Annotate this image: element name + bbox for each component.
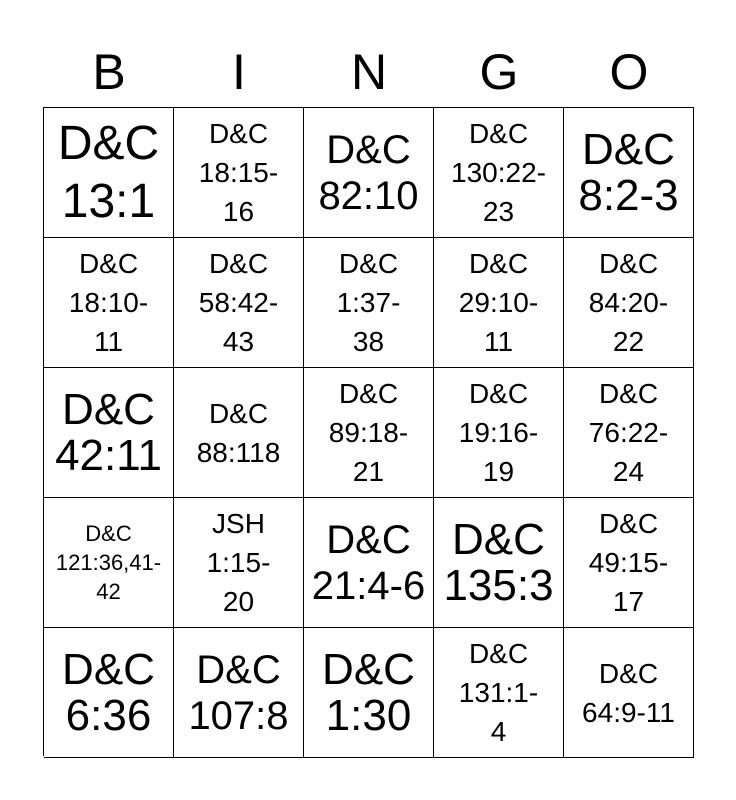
bingo-cell[interactable]: D&C 21:4-6: [304, 498, 434, 628]
header-letter-n: N: [350, 44, 388, 100]
header-letter-o: O: [609, 44, 649, 100]
bingo-cell[interactable]: D&C 42:11: [44, 368, 174, 498]
bingo-cell[interactable]: D&C 18:15- 16: [174, 108, 304, 238]
header-letter-g: G: [479, 44, 519, 100]
header-letter-i: I: [232, 44, 246, 100]
bingo-cell[interactable]: D&C 58:42- 43: [174, 238, 304, 368]
header-letter-b: B: [92, 44, 126, 100]
bingo-cell[interactable]: D&C 131:1- 4: [434, 628, 564, 758]
bingo-cell[interactable]: D&C 19:16- 19: [434, 368, 564, 498]
bingo-cell[interactable]: D&C 88:118: [174, 368, 304, 498]
bingo-cell[interactable]: D&C 135:3: [434, 498, 564, 628]
bingo-header: [44, 40, 694, 104]
bingo-cell[interactable]: D&C 49:15- 17: [564, 498, 694, 628]
bingo-cell[interactable]: D&C 1:30: [304, 628, 434, 758]
bingo-cell[interactable]: D&C 121:36,41- 42: [44, 498, 174, 628]
bingo-cell[interactable]: D&C 130:22- 23: [434, 108, 564, 238]
bingo-cell[interactable]: D&C 89:18- 21: [304, 368, 434, 498]
bingo-grid: [43, 107, 694, 756]
bingo-cell[interactable]: D&C 64:9-11: [564, 628, 694, 758]
bingo-cell[interactable]: D&C 76:22- 24: [564, 368, 694, 498]
bingo-cell[interactable]: D&C 29:10- 11: [434, 238, 564, 368]
bingo-cell[interactable]: D&C 82:10: [304, 108, 434, 238]
bingo-cell[interactable]: D&C 8:2-3: [564, 108, 694, 238]
bingo-cell[interactable]: D&C 13:1: [44, 108, 174, 238]
bingo-cell[interactable]: D&C 6:36: [44, 628, 174, 758]
bingo-cell[interactable]: D&C 84:20- 22: [564, 238, 694, 368]
bingo-cell[interactable]: D&C 18:10- 11: [44, 238, 174, 368]
bingo-cell[interactable]: JSH 1:15- 20: [174, 498, 304, 628]
bingo-cell[interactable]: D&C 1:37- 38: [304, 238, 434, 368]
bingo-cell[interactable]: D&C 107:8: [174, 628, 304, 758]
